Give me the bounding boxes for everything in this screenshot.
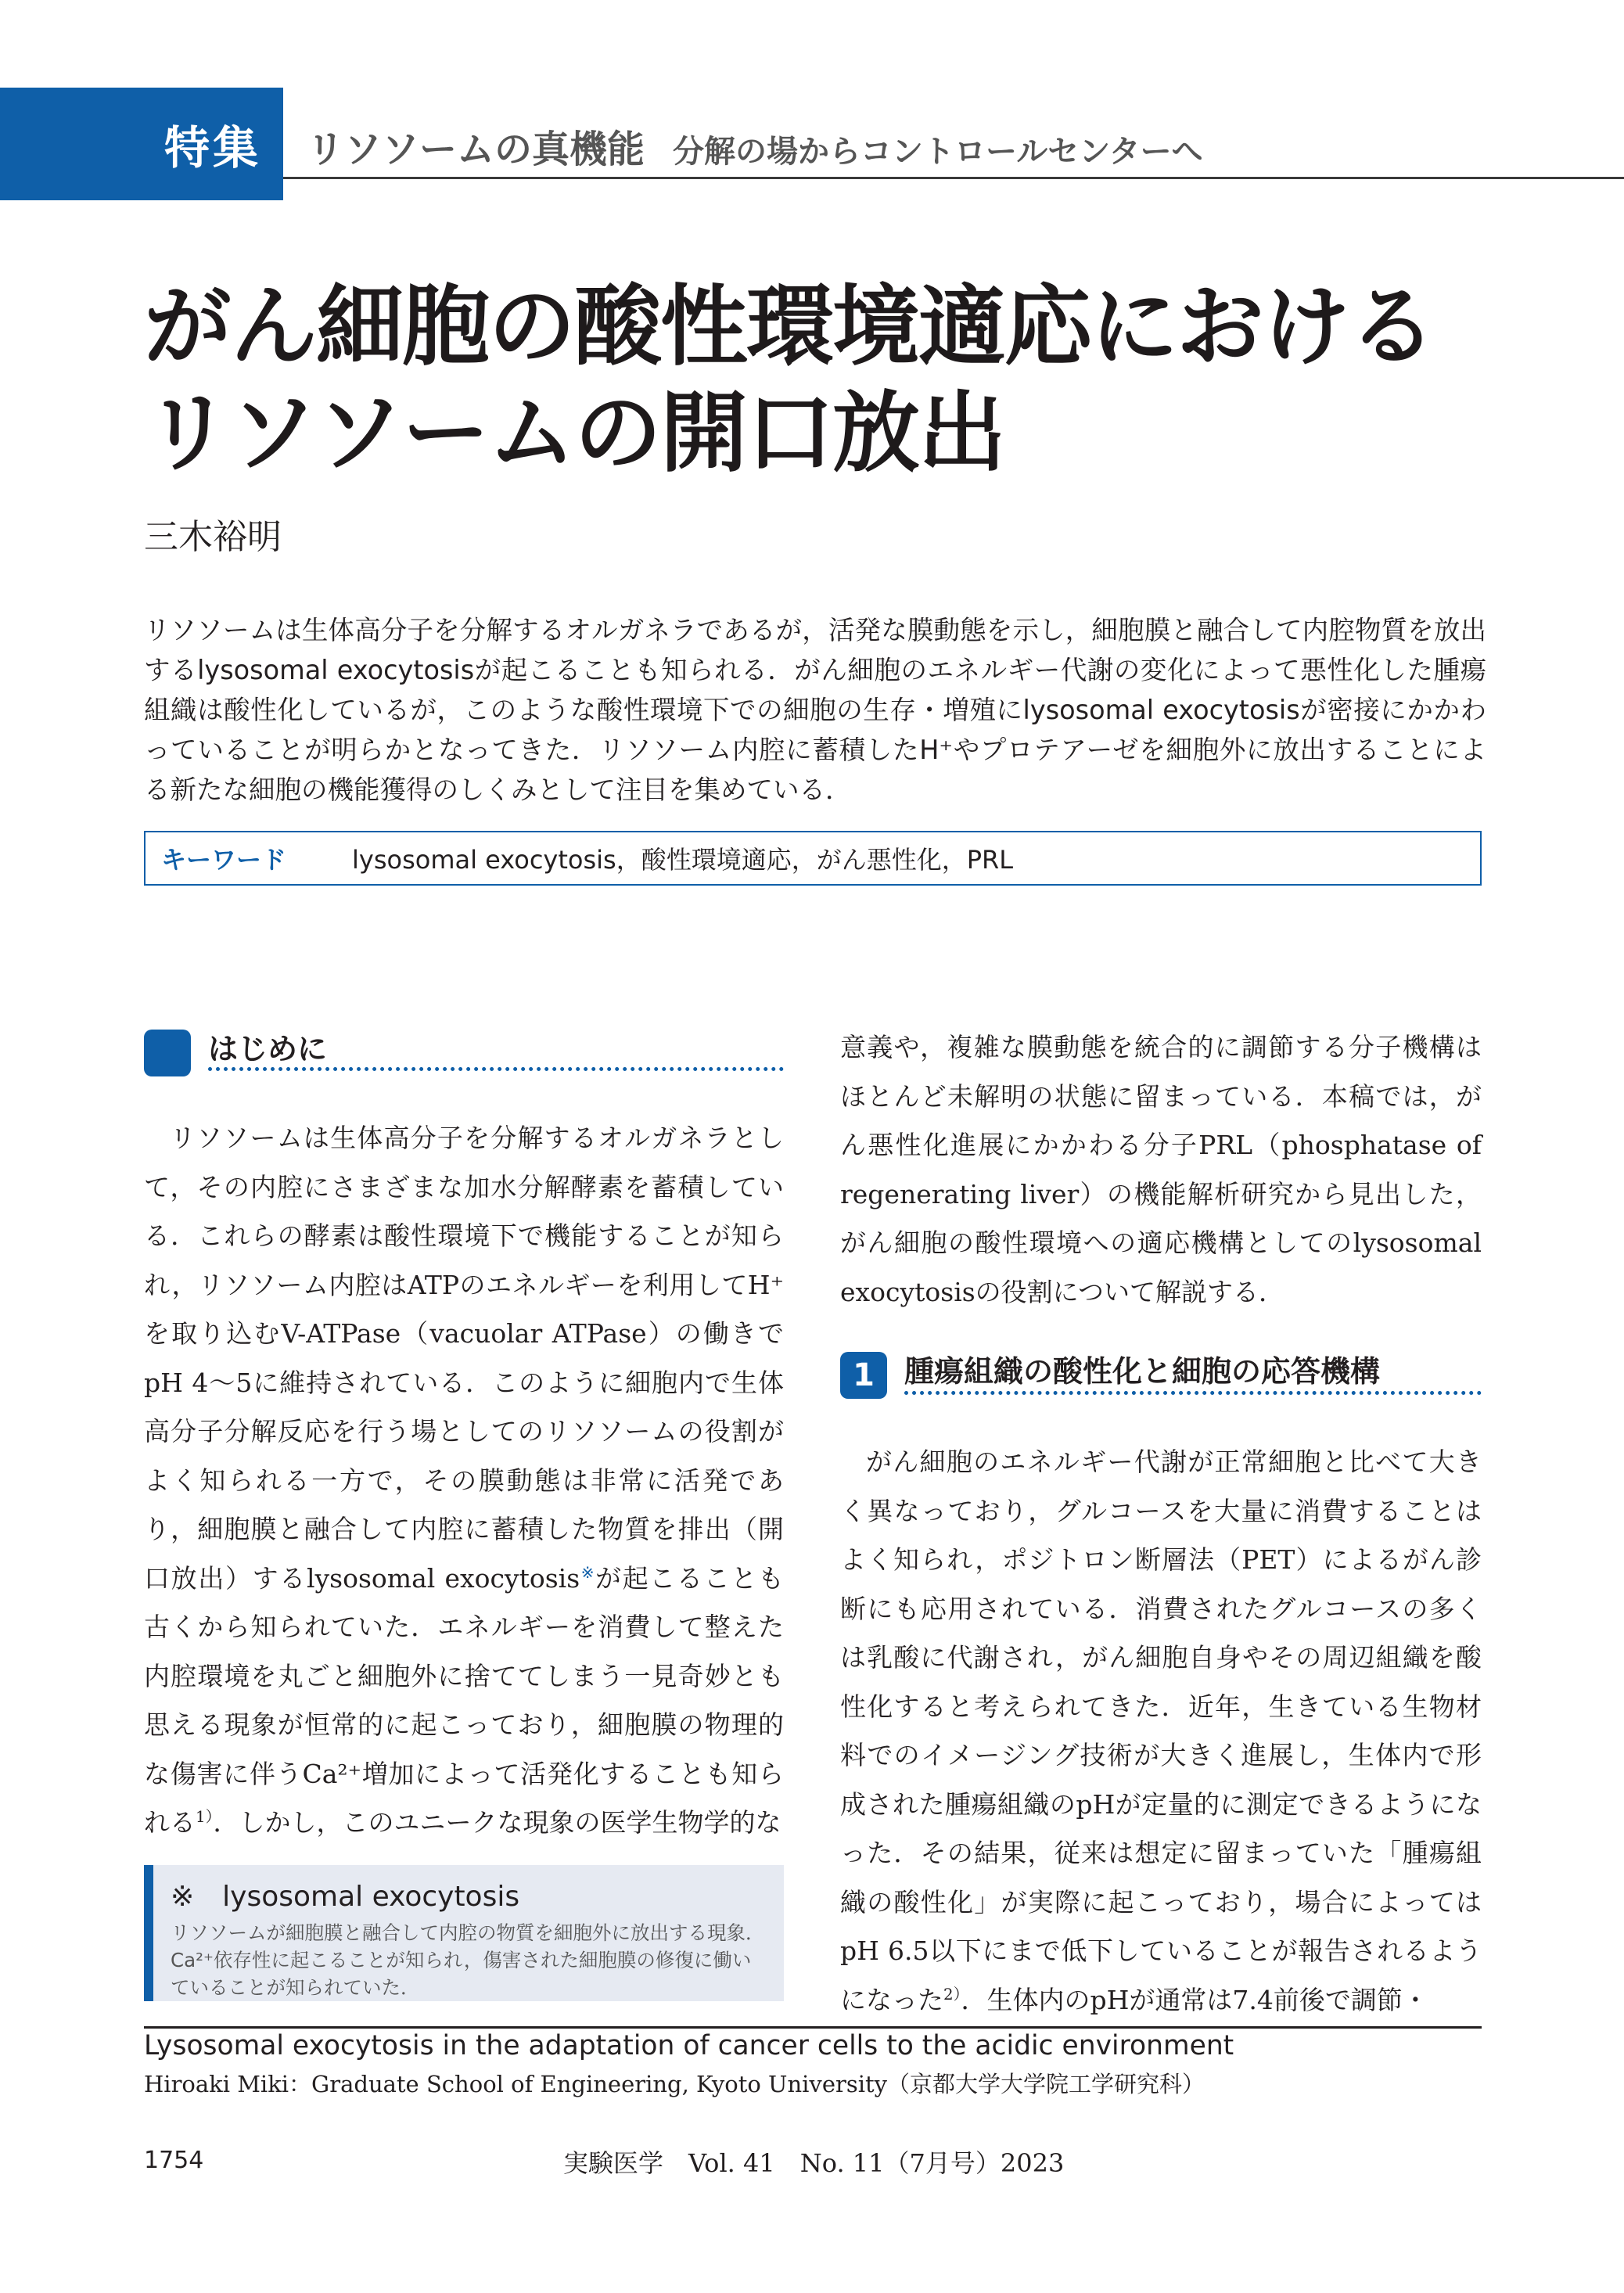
article-title [144,274,1552,487]
section-intro-square-icon [144,1030,191,1076]
english-title: Lysosomal exocytosis in the adaptation of cancer cells to the acidic environment [144,2030,1234,2061]
english-author-affiliation: Hiroaki Miki：Graduate School of Engineering, Kyoto University（京都大学大学院工学研究科） [144,2071,1205,2097]
section-intro-paragraph [144,1114,784,1848]
article-title-line2: リソソームの開口放出 [144,383,1004,484]
footer-rule [144,2026,1482,2029]
keywords-text: lysosomal exocytosis，酸性環境適応，がん悪性化，PRL [352,845,1014,875]
intro-text-part2: が起こることも古くから知られていた．エネルギーを消費して整えた内腔環境を丸ごと細胞外に捨ててしまう一見奇妙とも思える現象が恒常的に起こっており，細胞膜の物理的な傷害に伴うCa²⁺増加によって活発化することも知られる [144,1562,785,1838]
citation-2[interactable]: 2） [943,1985,961,2004]
note-reference-mark[interactable]: ※ [580,1563,596,1582]
intro-text-part1: リソソームは生体高分子を分解するオルガネラとして，その内腔にさまざまな加水分解酵素を蓄積している．これらの酵素は酸性環境下で機能することが知られ，リソソーム内腔はATPのエネルギーを利用してH⁺を取り込むV-ATPase（vacuolar ATPase）の働きでpH 4〜5に維持されている．このように細胞内で生体高分子分解反応を行う場としてのリソソームの役割がよく知られる一方で，その膜動態は非常に活発であり，細胞膜と融合して内腔に蓄積した物質を排出（開口放出）するlysosomal exocytosis [144,1123,784,1594]
keywords-label: キーワード [161,845,287,875]
section-1-title: 腫瘍組織の酸性化と細胞の応答機構 [904,1354,1381,1389]
citation-1[interactable]: 1） [196,1808,214,1826]
section-1-text-part1: がん細胞のエネルギー代謝が正常細胞と比べて大きく異なっており，グルコースを大量に消費することはよく知られ，ポジトロン断層法（PET）によるがん診断にも応用されている．消費されたグルコースの多くは乳酸に代謝され，がん細胞自身やその周辺組織を酸性化すると考えられてきた．近年，生きている生物材料でのイメージング技術が大きく進展し，生体内で形成された腫瘍組織のpHが定量的に測定できるようになった．その結果，従来は想定に留まっていた「腫瘍組織の酸性化」が実際に起こっており，場合によってはpH 6.5以下にまで低下していることが報告されるようになった [840,1447,1482,2015]
series-subtitle: 分解の場からコントロールセンターへ [673,134,1203,170]
author-name: 三木裕明 [144,517,282,557]
note-title: ※ lysosomal exocytosis [171,1881,520,1913]
series-title-main: リソソームの真機能 [307,128,645,171]
section-1-number-badge: 1 [840,1352,887,1399]
article-title-line1: がん細胞の酸性環境適応における [144,276,1435,378]
page-number: 1754 [144,2147,204,2174]
series-tag: 特集 [163,121,261,174]
section-intro-dotted-rule [208,1067,784,1071]
section-intro-title: はじめに [208,1032,328,1066]
note-box [144,1865,784,2001]
journal-citation: 実験医学 Vol. 41 No. 11（7月号）2023 [563,2148,1065,2178]
intro-text-part3: ．しかし，このユニークな現象の医学生物学的な [213,1807,781,1838]
series-title [307,119,1203,173]
section-1-paragraph [840,1438,1482,2025]
intro-continuation-paragraph: 意義や，複雑な膜動態を統合的に調節する分子機構はほとんど未解明の状態に留まっている．本稿では，がん悪性化進展にかかわる分子PRL（phosphatase of regenerating liver）の機能解析研究から見出した，がん細胞の酸性環境への適応機構としてのlysosomal exocytosisの役割について解説する． [840,1032,1482,1307]
section-1-text-part2: ．生体内のpHが通常は7.4前後で調節・ [961,1984,1428,2015]
keywords-box [144,831,1482,886]
abstract: リソソームは生体高分子を分解するオルガネラであるが，活発な膜動態を示し，細胞膜と融合して内腔物質を放出するlysosomal exocytosisが起こることも知られる．がん細胞のエネルギー代謝の変化によって悪性化した腫瘍組織は酸性化しているが，このような酸性環境下での細胞の生存・増殖にlysosomal exocytosisが密接にかかわっていることが明らかとなってきた．リソソーム内腔に蓄積したH⁺やプロテアーゼを細胞外に放出することによる新たな細胞の機能獲得のしくみとして注目を集めている． [144,615,1486,805]
section-1-dotted-rule [904,1391,1482,1395]
header-rule [283,177,1624,179]
note-body: リソソームが細胞膜と融合して内腔の物質を細胞外に放出する現象．Ca²⁺依存性に起こることが知られ，傷害された細胞膜の修復に働いていることが知られていた． [171,1921,765,1999]
